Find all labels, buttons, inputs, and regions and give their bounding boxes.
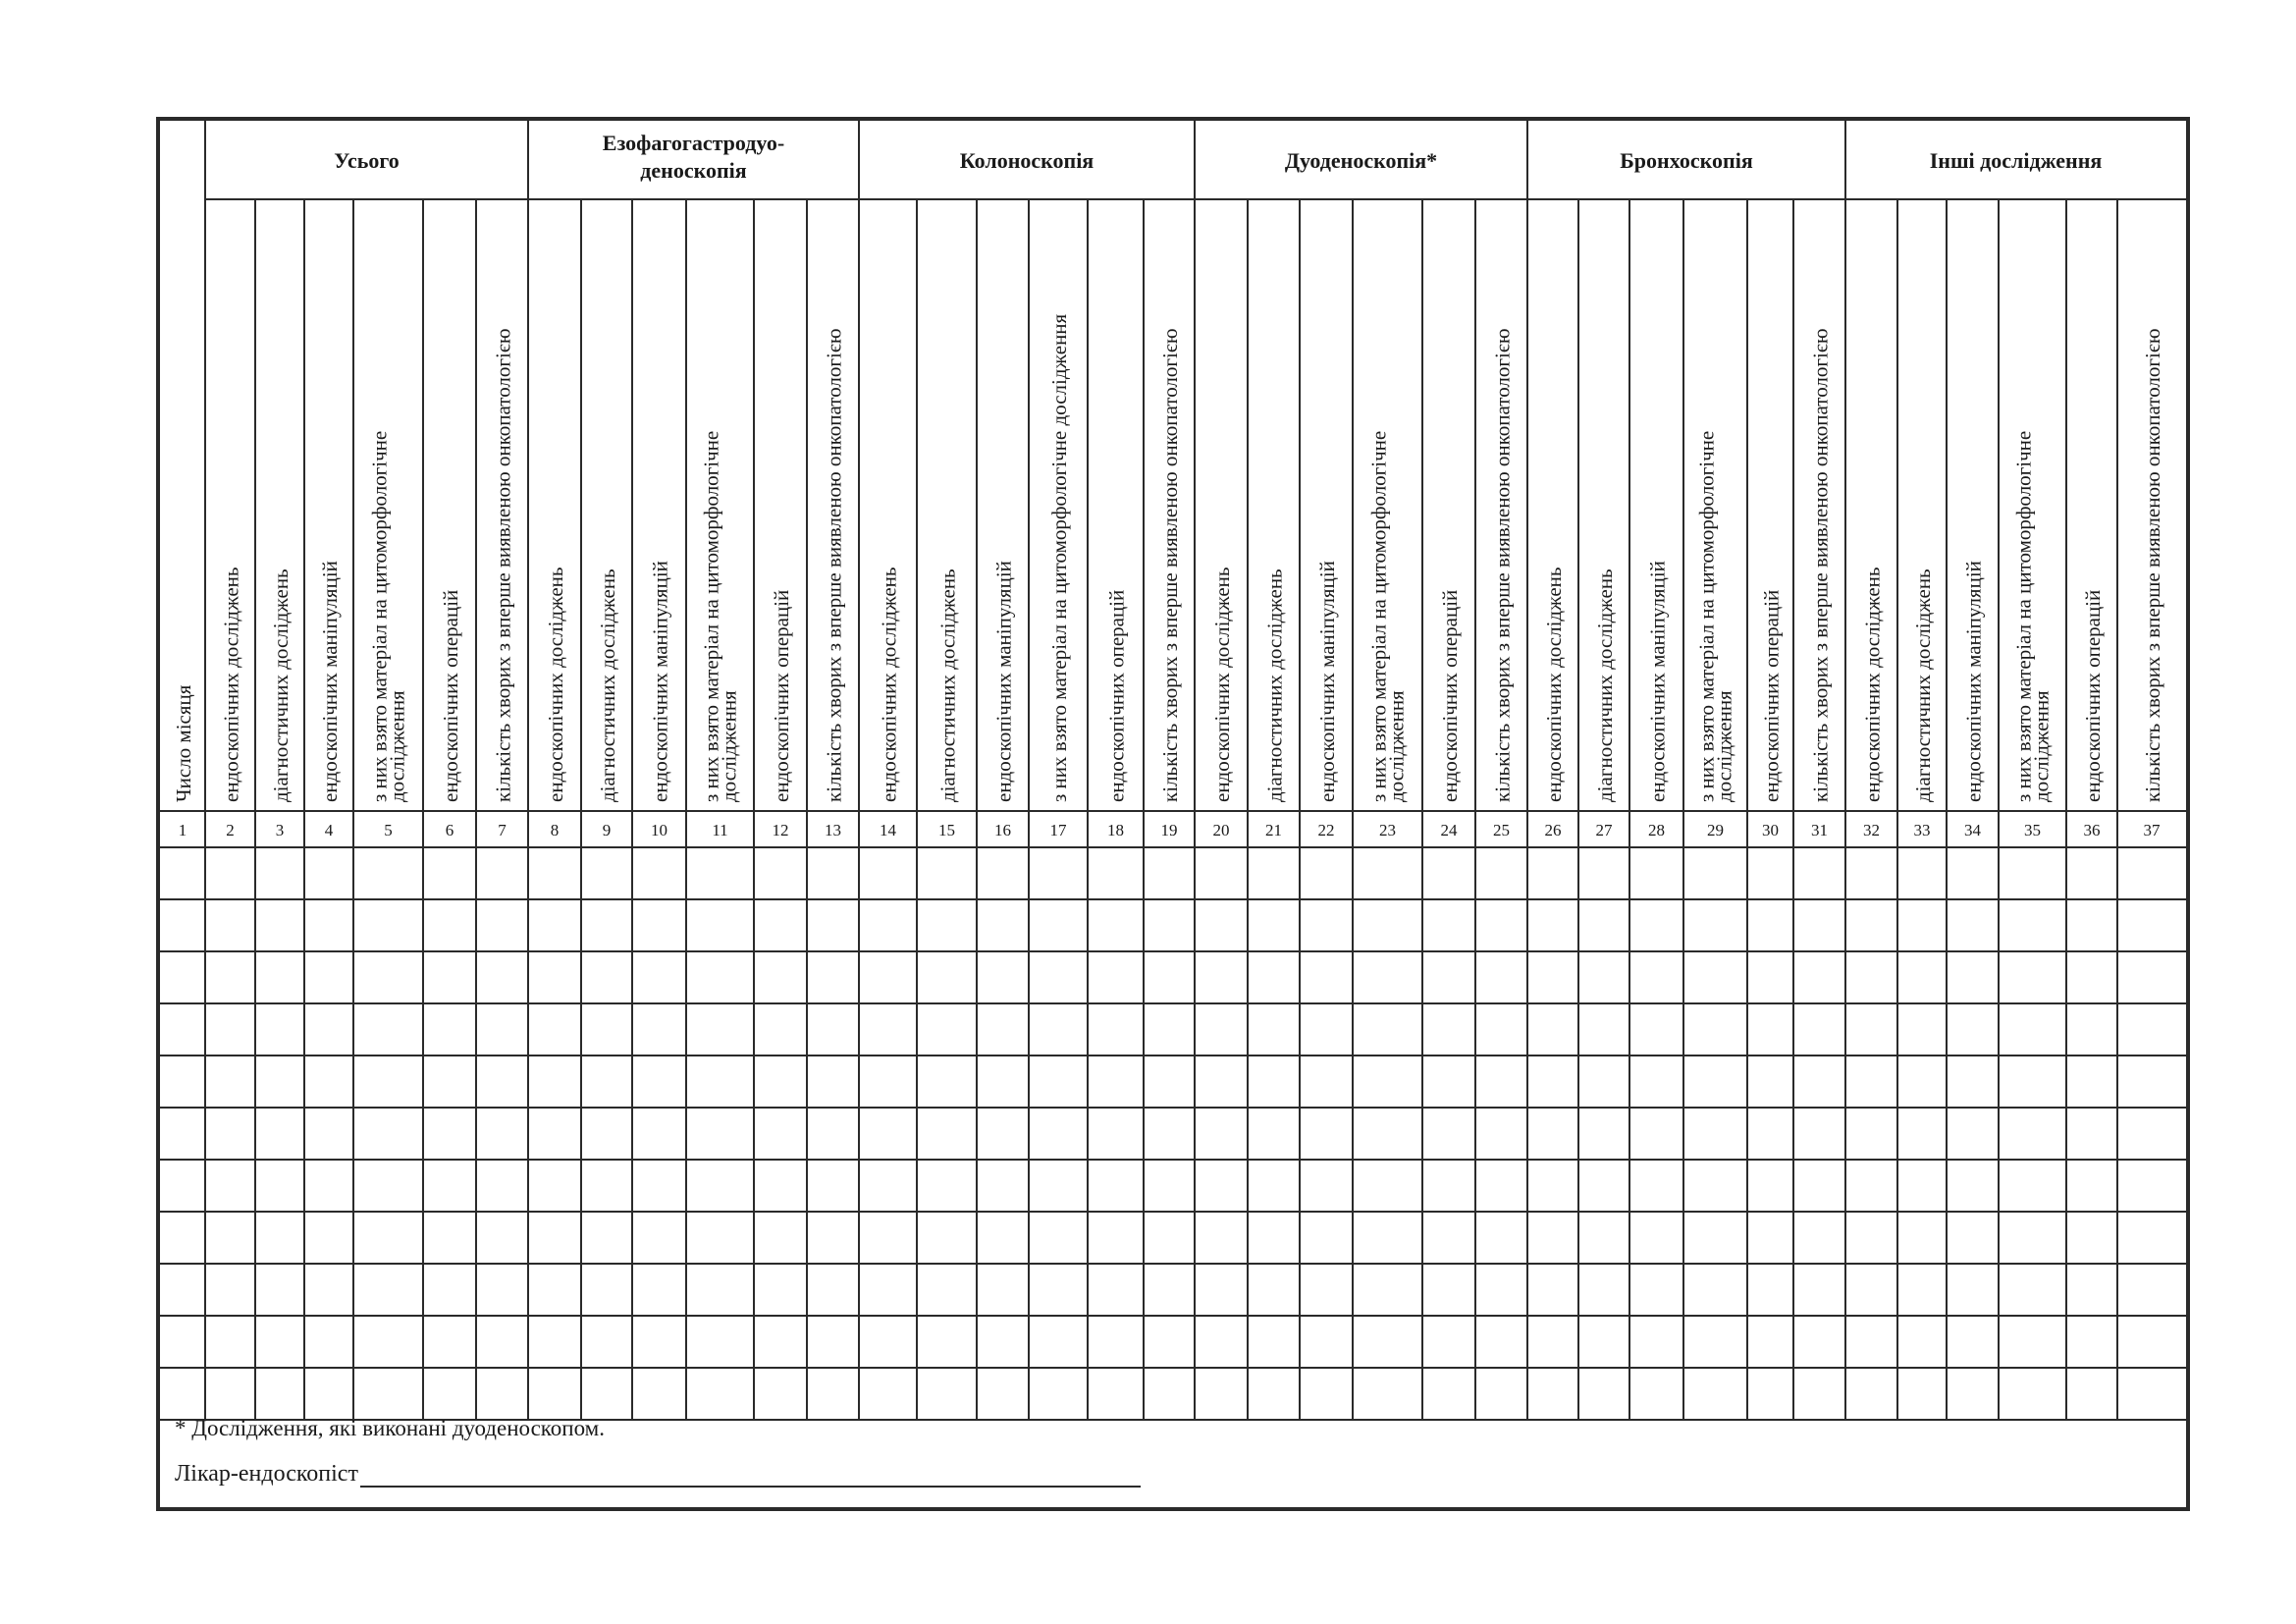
column-number: 1	[178, 821, 187, 839]
column-number: 33	[1913, 821, 1931, 839]
column-number: 15	[938, 821, 955, 839]
column-header: з них взято матеріал на цитоморфологічне дослідження	[1047, 313, 1071, 802]
table-row[interactable]	[160, 899, 2186, 951]
column-header: ендоскопічних маніпуляцій	[1315, 561, 1339, 802]
column-number: 24	[1440, 821, 1458, 839]
group-title: Езофагогастродуо-	[602, 131, 785, 155]
column-header: з них взято матеріал на цитоморфологічне	[2011, 430, 2036, 802]
signature-label: Лікар-ендоскопіст	[175, 1461, 358, 1487]
column-number: 20	[1212, 821, 1230, 839]
column-number: 17	[1049, 821, 1067, 839]
column-number: 32	[1863, 821, 1880, 839]
column-header: діагностичних досліджень	[1593, 568, 1617, 802]
column-header: ендоскопічних досліджень	[219, 567, 243, 802]
column-header: ендоскопічних маніпуляцій	[1645, 561, 1670, 802]
column-number: 21	[1265, 821, 1282, 839]
column-number: 36	[2083, 821, 2101, 839]
column-header: діагностичних досліджень	[1911, 568, 1935, 802]
column-number: 11	[712, 821, 728, 839]
column-number: 5	[384, 821, 393, 839]
column-header: ендоскопічних операцій	[770, 589, 793, 802]
endoscopy-log-form	[156, 117, 2190, 1511]
column-header: ендоскопічних досліджень	[1210, 567, 1234, 802]
column-header: ендоскопічних операцій	[1438, 589, 1462, 802]
column-header: ендоскопічних маніпуляцій	[318, 561, 342, 802]
footnote: * Дослідження, які виконані дуоденоскопом.	[175, 1416, 605, 1440]
table-row[interactable]	[160, 1003, 2186, 1056]
column-header: кількість хворих з вперше виявленою онкопатологією	[1808, 328, 1833, 802]
column-number: 29	[1707, 821, 1724, 839]
group-title: Усього	[334, 148, 400, 173]
column-header: ендоскопічних досліджень	[877, 567, 901, 802]
column-header: ендоскопічних операцій	[439, 589, 462, 802]
column-number: 6	[445, 821, 454, 839]
column-number: 16	[994, 821, 1011, 839]
column-number: 30	[1762, 821, 1779, 839]
column-number: 12	[772, 821, 789, 839]
column-number: 18	[1107, 821, 1124, 839]
signature-block	[175, 1461, 1141, 1488]
table-row[interactable]	[160, 1056, 2186, 1108]
column-header: діагностичних досліджень	[935, 568, 960, 802]
column-number: 13	[825, 821, 841, 839]
column-header: ендоскопічних маніпуляцій	[1961, 561, 1986, 802]
column-header: з них взято матеріал на цитоморфологічне	[1366, 430, 1391, 802]
log-table	[160, 121, 2186, 1507]
table-row[interactable]	[160, 1108, 2186, 1160]
day-of-month-header: Число місяця	[172, 684, 195, 802]
table-row[interactable]	[160, 951, 2186, 1003]
column-header: з них взято матеріал на цитоморфологічне	[699, 430, 723, 802]
column-number: 25	[1493, 821, 1510, 839]
column-header: кількість хворих з вперше виявленою онкопатологією	[2141, 328, 2164, 802]
column-number: 27	[1595, 821, 1613, 839]
column-header: дослідження	[2029, 690, 2054, 802]
column-number: 28	[1648, 821, 1665, 839]
column-header: ендоскопічних маніпуляцій	[648, 561, 672, 802]
table-row[interactable]	[160, 847, 2186, 899]
group-title: Бронхоскопія	[1620, 148, 1753, 173]
column-header: діагностичних досліджень	[1262, 568, 1287, 802]
column-number: 19	[1160, 821, 1178, 839]
column-number: 31	[1811, 821, 1828, 839]
column-number: 34	[1964, 821, 1981, 839]
column-header: з них взято матеріал на цитоморфологічне	[1694, 430, 1719, 802]
column-number: 7	[498, 821, 507, 839]
column-header: дослідження	[1712, 690, 1736, 802]
column-number: 3	[275, 821, 285, 839]
group-title: деноскопія	[640, 158, 747, 183]
column-number: 37	[2143, 821, 2161, 839]
column-header: ендоскопічних операцій	[2081, 589, 2105, 802]
column-header: ендоскопічних досліджень	[544, 567, 567, 802]
column-number: 8	[550, 821, 560, 839]
group-title: Колоноскопія	[959, 148, 1095, 173]
column-header: дослідження	[385, 690, 409, 802]
group-title: Дуоденоскопія*	[1284, 148, 1438, 173]
column-number: 10	[651, 821, 667, 839]
column-header: ендоскопічних маніпуляцій	[991, 561, 1016, 802]
column-number: 4	[324, 821, 334, 839]
table-row[interactable]	[160, 1316, 2186, 1368]
signature-line[interactable]	[360, 1464, 1141, 1488]
table-row[interactable]	[160, 1212, 2186, 1264]
column-header: діагностичних досліджень	[596, 568, 619, 802]
column-number: 9	[602, 821, 612, 839]
table-row[interactable]	[160, 1160, 2186, 1212]
column-header: ендоскопічних операцій	[1104, 589, 1129, 802]
column-header: дослідження	[1384, 690, 1409, 802]
column-number: 22	[1317, 821, 1335, 839]
group-title: Інші дослідження	[1929, 148, 2103, 173]
column-header: діагностичних досліджень	[269, 568, 293, 802]
column-number: 23	[1379, 821, 1396, 839]
column-header: ендоскопічних досліджень	[1860, 567, 1885, 802]
column-header: кількість хворих з вперше виявленою онкопатологією	[491, 328, 515, 802]
column-header: кількість хворих з вперше виявленою онкопатологією	[822, 328, 846, 802]
column-header: кількість хворих з вперше виявленою онкопатологією	[1158, 328, 1182, 802]
table-row[interactable]	[160, 1368, 2186, 1420]
column-number: 26	[1544, 821, 1562, 839]
column-header: ендоскопічних операцій	[1759, 589, 1784, 802]
table-row[interactable]	[160, 1264, 2186, 1316]
column-number: 35	[2024, 821, 2041, 839]
column-header: дослідження	[717, 690, 741, 802]
column-header: кількість хворих з вперше виявленою онкопатологією	[1490, 328, 1515, 802]
column-header: ендоскопічних досліджень	[1542, 567, 1566, 802]
column-number: 14	[880, 821, 896, 839]
column-number: 2	[226, 821, 235, 839]
column-header: з них взято матеріал на цитоморфологічне	[367, 430, 392, 802]
